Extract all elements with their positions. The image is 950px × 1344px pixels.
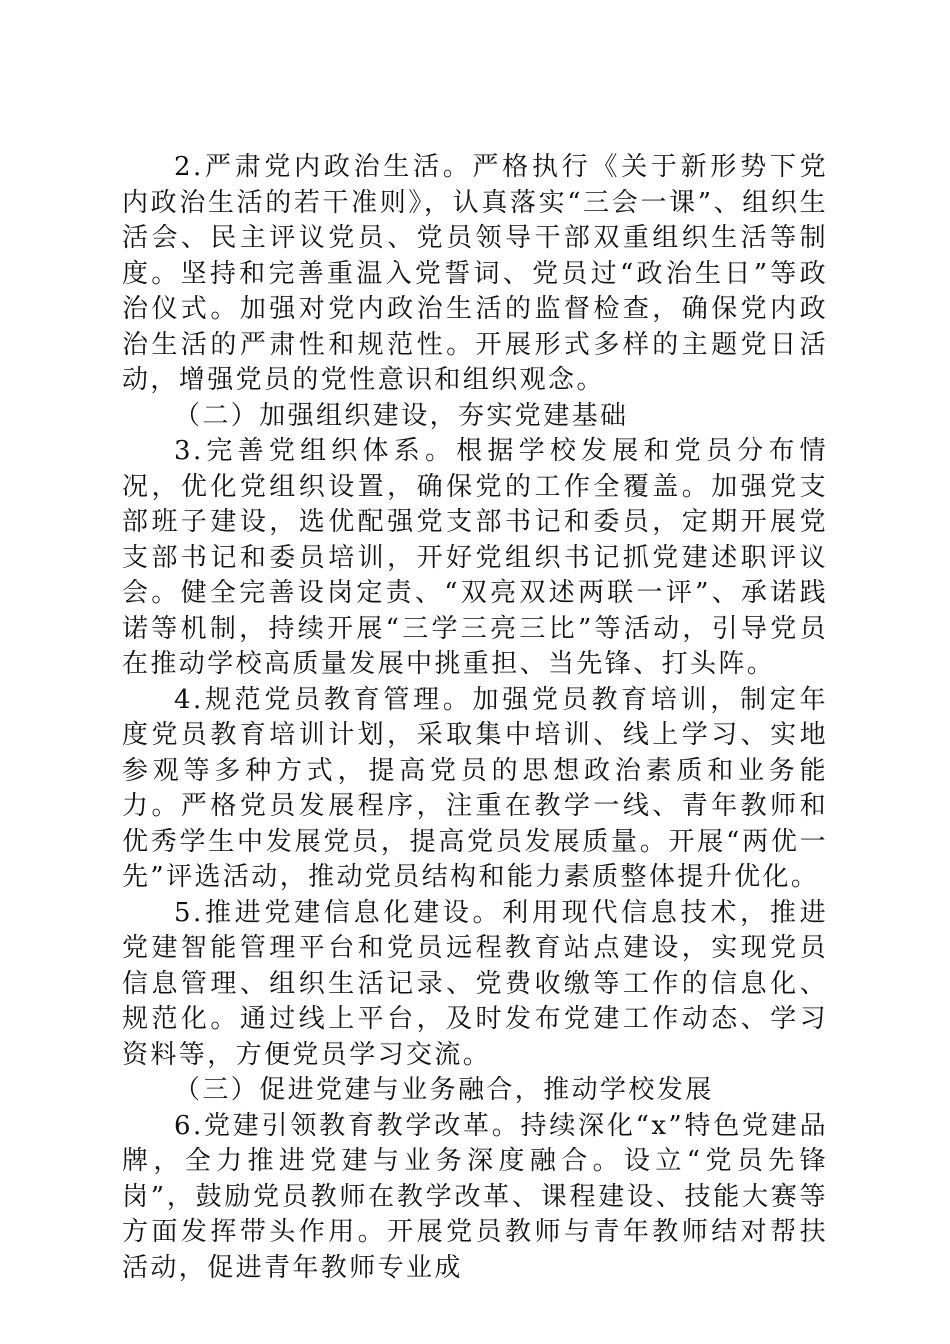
section-heading-2: （二）加强组织建设，夯实党建基础: [174, 400, 629, 431]
paragraph-3: 3.完善党组织体系。根据学校发展和党员分布情况，优化党组织设置，确保党的工作全覆盖。加强党支部班子建设，选优配强党支部书记和委员，定期开展党支部书记和委员培训，开好党组织书记抓党建述职评议会。健全完善设岗定责、“双亮双述两联一评”、承诺践诺等机制，持续开展“三学三亮三比”等活动，引导党员在推动学校高质量发展中挑重担、当先锋、打头阵。: [122, 436, 828, 679]
paragraph-6: 6.党建引领教育教学改革。持续深化“x”特色党建品牌，全力推进党建与业务深度融合。设立“党员先锋岗”，鼓励党员教师在教学改革、课程建设、技能大赛等方面发挥带头作用。开展党员教师与青年教师结对帮扶活动，促进青年教师专业成: [122, 1110, 828, 1283]
paragraph-5: 5.推进党建信息化建设。利用现代信息技术，推进党建智能管理平台和党员远程教育站点建设，实现党员信息管理、组织生活记录、党费收缴等工作的信息化、规范化。通过线上平台，及时发布党建工作动态、学习资料等，方便党员学习交流。: [122, 897, 828, 1070]
paragraph-4: 4.规范党员教育管理。加强党员教育培训，制定年度党员教育培训计划，采取集中培训、线上学习、实地参观等多种方式，提高党员的思想政治素质和业务能力。严格党员发展程序，注重在教学一线、青年教师和优秀学生中发展党员，提高党员发展质量。开展“两优一先”评选活动，推动党员结构和能力素质整体提升优化。: [122, 684, 828, 892]
paragraph-2: 2.严肃党内政治生活。严格执行《关于新形势下党内政治生活的若干准则》，认真落实“三会一课”、组织生活会、民主评议党员、党员领导干部双重组织生活等制度。坚持和完善重温入党誓词、党员过“政治生日”等政治仪式。加强对党内政治生活的监督检查，确保党内政治生活的严肃性和规范性。开展形式多样的主题党日活动，增强党员的党性意识和组织观念。: [122, 152, 828, 395]
section-heading-3: （三）促进党建与业务融合，推动学校发展: [174, 1075, 714, 1105]
document-body: [122, 150, 828, 1286]
